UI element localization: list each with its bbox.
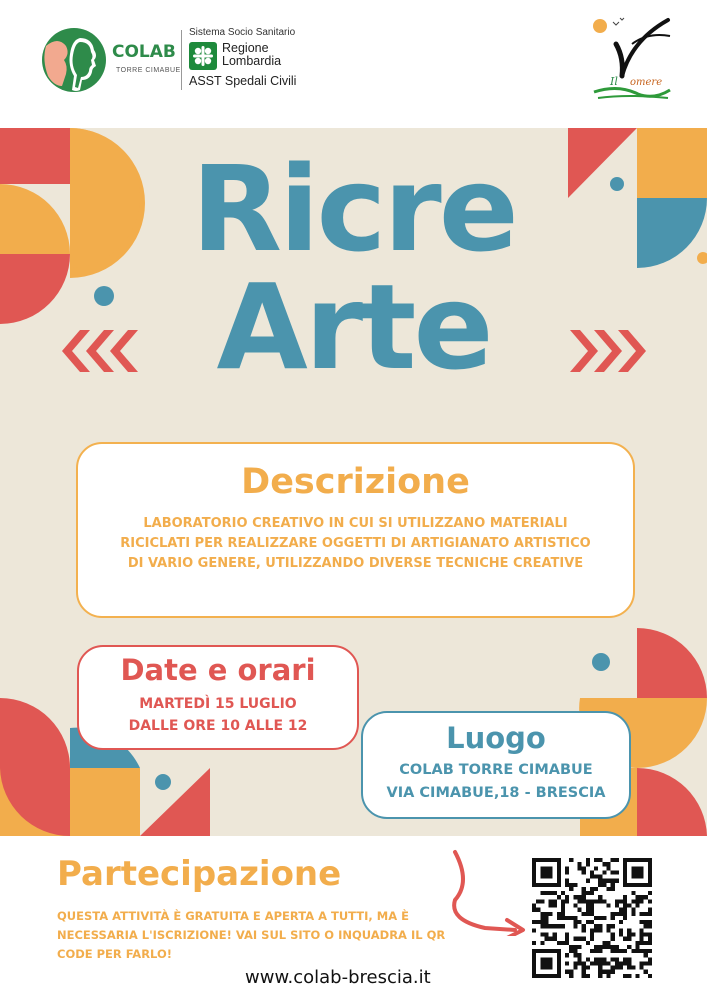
location-address: VIA CIMABUE,18 - BRESCIA [386, 785, 606, 801]
participation-heading: Partecipazione [57, 854, 342, 894]
regione-lombardia-icon [189, 42, 217, 70]
dates-box [77, 645, 359, 750]
qr-code-icon[interactable] [532, 858, 652, 978]
time-line: DALLE ORE 10 ALLE 12 [128, 718, 308, 734]
website-link[interactable]: www.colab-brescia.it [245, 967, 431, 988]
regione-lombardia-text [222, 42, 281, 68]
asst-label: ASST Spedali Civili [189, 74, 297, 88]
header [0, 0, 707, 128]
colab-name: COLAB [112, 42, 176, 62]
title-line-1: Ricre [191, 140, 516, 278]
regione-line: Regione [222, 41, 269, 55]
location-box [361, 711, 631, 819]
title-line-2: Arte [216, 258, 491, 396]
colab-subtitle: TORRE CIMABUE [116, 67, 181, 74]
chevrons-right-icon [566, 328, 650, 374]
description-text: LABORATORIO CREATIVO IN CUI SI UTILIZZANO MATERIALI RICICLATI PER REALIZZARE OGGETTI DI ARTIGIANATO ARTISTICO DI VARIO GENERE, UTILIZZANDO DIVERSE TECNICHE CREATIVE [120, 516, 591, 571]
lombardia-line: Lombardia [222, 54, 282, 68]
location-heading: Luogo [446, 721, 546, 755]
svg-text:Il: Il [610, 75, 618, 88]
chevrons-left-icon [58, 328, 142, 374]
description-box [76, 442, 635, 618]
location-name: COLAB TORRE CIMABUE [399, 762, 593, 778]
description-heading: Descrizione [241, 462, 470, 502]
header-divider [181, 30, 182, 90]
vomere-logo-icon [588, 14, 676, 104]
participation-section [0, 836, 707, 1000]
date-line: MARTEDÌ 15 LUGLIO [139, 696, 297, 712]
svg-text:omere: omere [630, 77, 663, 88]
dates-heading: Date e orari [120, 653, 316, 687]
poster-area [0, 128, 707, 836]
colab-logo-icon [40, 26, 108, 94]
curved-arrow-icon [445, 846, 535, 936]
sistema-label: Sistema Socio Sanitario [189, 27, 296, 38]
participation-text: QUESTA ATTIVITÀ È GRATUITA E APERTA A TUTTI, MA È NECESSARIA L'ISCRIZIONE! VAI SUL SITO O INQUADRA IL QR CODE PER FARLO! [57, 909, 446, 961]
